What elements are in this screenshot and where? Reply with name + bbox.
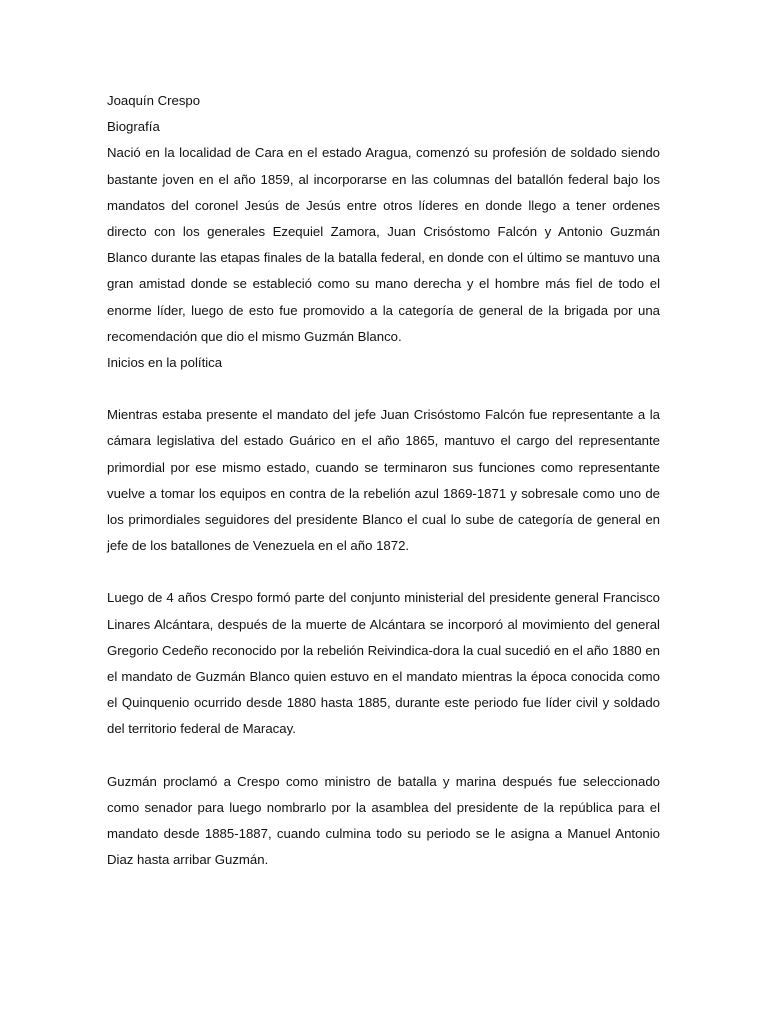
paragraph-spacer [107, 376, 660, 402]
politics-paragraph-2: Luego de 4 años Crespo formó parte del conjunto ministerial del presidente general Francisco Linares Alcántara, después de la muerte de Alcántara se incorporó al movimiento del general Gregorio Cedeño reconocido por la rebelión Reivindica-dora la cual sucedió en el año 1880 en el mandato de Guzmán Blanco quien estuvo en el mandato mientras la época conocida como el Quinquenio ocurrido desde 1880 hasta 1885, durante este periodo fue líder civil y soldado del territorio federal de Maracay. [107, 590, 660, 737]
politics-paragraph-3: Guzmán proclamó a Crespo como ministro de batalla y marina después fue seleccionado como senador para luego nombrarlo por la asamblea del presidente de la república para el mandato desde 1885-1887, cuando culmina todo su periodo se le asigna a Manuel Antonio Diaz hasta arribar Guzmán. [107, 773, 660, 868]
document-title: Joaquín Crespo [107, 93, 201, 108]
paragraph-spacer [107, 559, 660, 585]
politics-paragraph-1: Mientras estaba presente el mandato del jefe Juan Crisóstomo Falcón fue representante a la cámara legislativa del estado Guárico en el año 1865, mantuvo el cargo del representante primordial por ese mismo estado, cuando se terminaron sus funciones como representante vuelve a tomar los equipos en contra de la rebelión azul 1869-1871 y sobresale como uno de los primordiales seguidores del presidente Blanco el cual lo sube de categoría de general en jefe de los batallones de Venezuela en el año 1872. [107, 407, 660, 554]
politics-heading: Inicios en la política [107, 355, 223, 371]
biography-heading: Biografía [107, 119, 160, 135]
document-page [107, 88, 660, 873]
biography-paragraph: Nació en la localidad de Cara en el estado Aragua, comenzó su profesión de soldado siendo bastante joven en el año 1859, al incorporarse en las columnas del batallón federal bajo los mandatos del coronel Jesús de Jesús entre otros líderes en donde llego a tener ordenes directo con los generales Ezequiel Zamora, Juan Crisóstomo Falcón y Antonio Guzmán Blanco durante las etapas finales de la batalla federal, en donde con el último se mantuvo una gran amistad donde se estableció como su mano derecha y el hombre más fiel de todo el enorme líder, luego de esto fue promovido a la categoría de general de la brigada por una recomendación que dio el mismo Guzmán Blanco. [107, 145, 660, 344]
paragraph-spacer [107, 743, 660, 769]
